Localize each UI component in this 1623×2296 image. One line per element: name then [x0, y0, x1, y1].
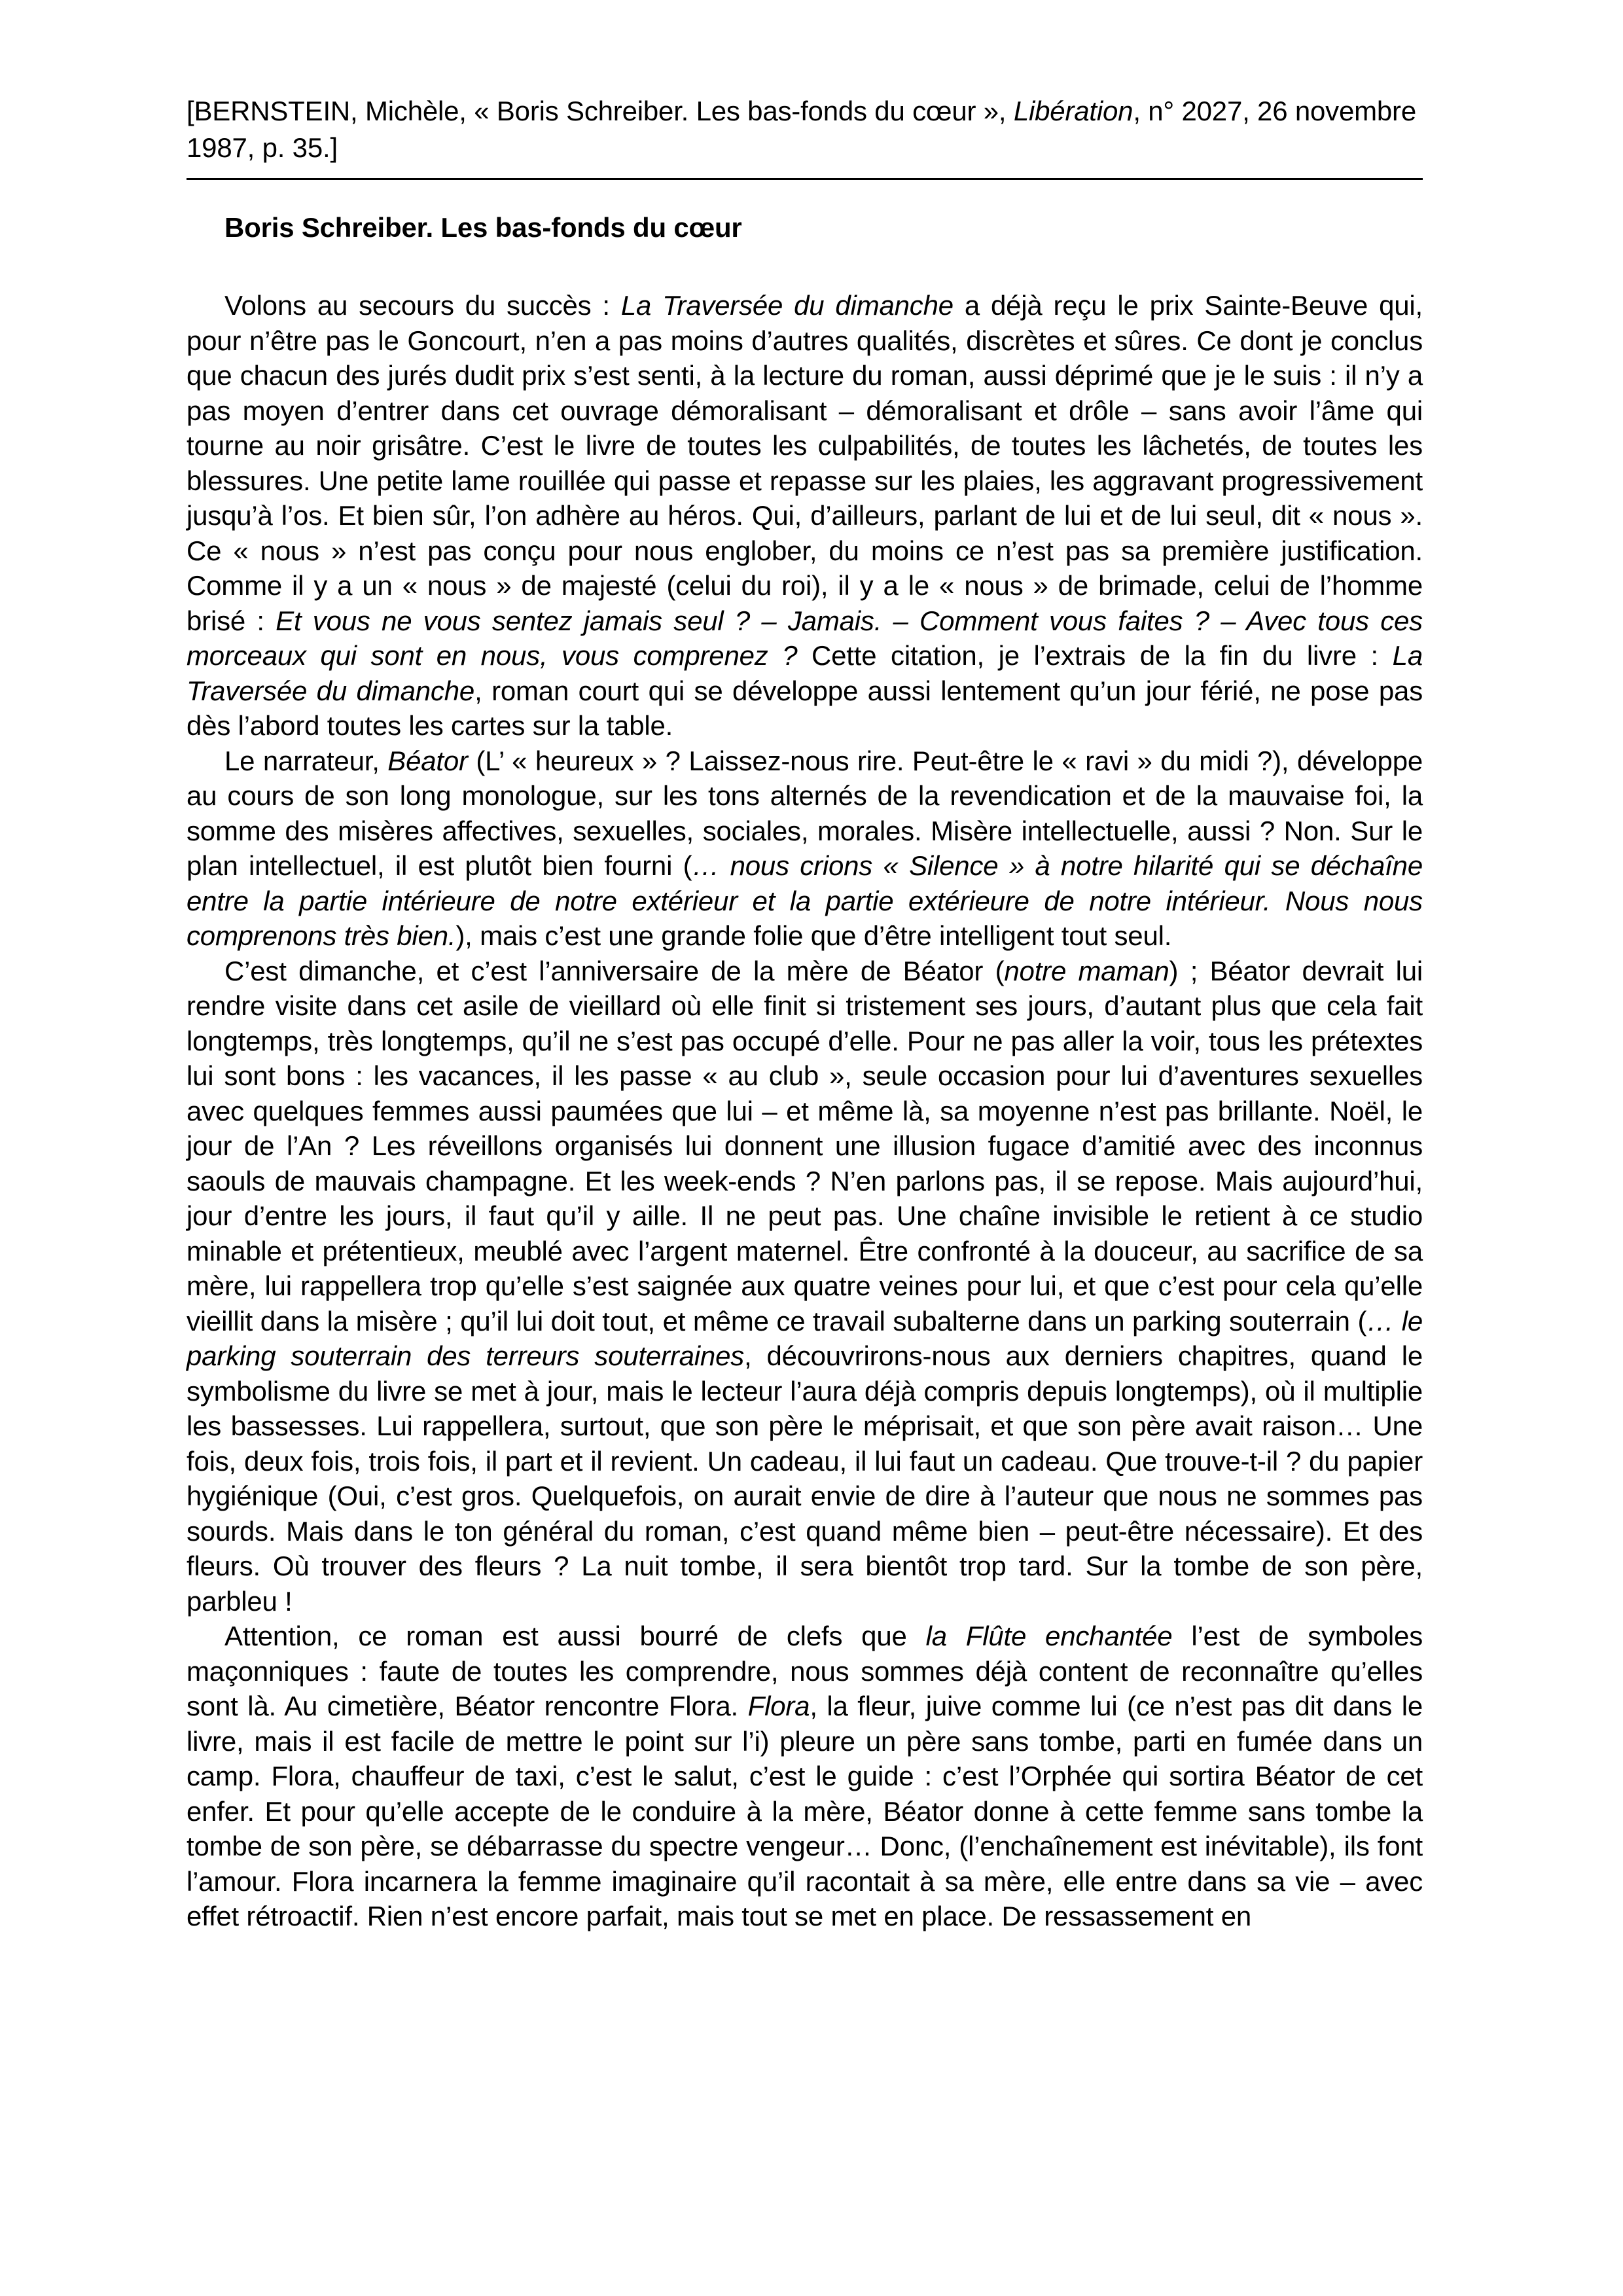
italic-text-run: notre maman — [1004, 955, 1169, 986]
text-run: Volons au secours du succès : — [224, 290, 621, 321]
text-run: Cette citation, je l’extrais de la fin du livre : — [797, 640, 1393, 671]
paragraph — [187, 954, 1423, 1619]
italic-text-run: Flora — [747, 1691, 810, 1721]
header-citation — [187, 93, 1423, 180]
italic-text-run: Et vous ne vous sentez jamais seul ? – Jamais. – Comment vous faites ? – Avec tous ces morceaux qui sont en nous, vous comprenez ? — [187, 605, 1423, 671]
paragraph — [187, 1619, 1423, 1934]
article-title: Boris Schreiber. Les bas-fonds du cœur — [224, 212, 742, 243]
italic-text-run: … nous crions « Silence » à notre hilarité qui se déchaîne entre la partie intérieure de notre extérieur et la partie extérieure de notre intérieur. Nous nous comprenons très bien. — [187, 850, 1423, 951]
paragraph — [187, 744, 1423, 954]
article-body — [187, 288, 1423, 1934]
italic-text-run: La Traversée du dimanche — [620, 290, 954, 321]
text-run: , découvrirons-nous aux derniers chapitres, quand le symbolisme du livre se met à jour, mais le lecteur l’aura déjà compris depuis longtemps), où il multiplie les bassesses. Lui rappellera, surtout, que son père le méprisait, et que son père avait raison… Une fois, deux fois, trois fois, il part et il revient. Un cadeau, il lui faut un cadeau. Que trouve-t-il ? du papier hygiénique (Oui, c’est gros. Quelquefois, on aurait envie de dire à l’auteur que nous ne sommes pas sourds. Mais dans le ton général du roman, c’est quand même bien – peut-être nécessaire). Et des fleurs. Où trouver des fleurs ? La nuit tombe, il sera bientôt trop tard. Sur la tombe de son père, parbleu ! — [187, 1340, 1423, 1617]
text-run: [BERNSTEIN, Michèle, « Boris Schreiber. Les bas-fonds du cœur », — [187, 96, 1014, 126]
italic-text-run: Libération — [1013, 96, 1133, 126]
paragraph — [187, 288, 1423, 744]
text-run: ), mais c’est une grande folie que d’être intelligent tout seul. — [455, 920, 1172, 951]
text-run: l’est de symboles maçonniques : faute de toutes les comprendre, nous sommes déjà content de reconnaître qu’elles sont là. Au cimetière, Béator rencontre Flora. — [187, 1621, 1423, 1721]
text-run: , n° 2027, 26 novembre 1987, p. 35.] — [187, 96, 1416, 163]
text-run: Attention, ce roman est aussi bourré de clefs que — [224, 1621, 926, 1651]
italic-text-run: … le parking souterrain des terreurs souterraines — [187, 1305, 1423, 1371]
text-run: , roman court qui se développe aussi lentement qu’un jour férié, ne pose pas dès l’abord toutes les cartes sur la table. — [187, 675, 1423, 741]
text-run: C’est dimanche, et c’est l’anniversaire de la mère de Béator ( — [224, 955, 1005, 986]
text-run: Le narrateur, — [224, 745, 388, 776]
italic-text-run: Béator — [387, 745, 468, 776]
text-run: (L’ « heureux » ? Laissez-nous rire. Peut-être le « ravi » du midi ?), développe au cours de son long monologue, sur les tons alternés de la revendication et de la mauvaise foi, la somme des misères affectives, sexuelles, sociales, morales. Misère intellectuelle, aussi ? Non. Sur le plan intellectuel, il est plutôt bien fourni ( — [187, 745, 1423, 881]
italic-text-run: La Traversée du dimanche — [187, 640, 1423, 706]
text-run: ) ; Béator devrait lui rendre visite dans cet asile de vieillard où elle finit si tristement ses jours, d’autant plus que cela fait longtemps, très longtemps, qu’il ne s’est pas occupé d’elle. Pour ne pas aller la voir, tous les prétextes lui sont bons : les vacances, il les passe « au club », seule occasion pour lui d’aventures sexuelles avec quelques femmes aussi paumées que lui – et même là, sa moyenne n’est pas brillante. Noël, le jour de l’An ? Les réveillons organisés lui donnent une illusion fugace d’amitié avec des inconnus saouls de mauvais champagne. Et les week-ends ? N’en parlons pas, il se repose. Mais aujourd’hui, jour d’entre les jours, il faut qu’il y aille. Il ne peut pas. Une chaîne invisible le retient à ce studio minable et prétentieux, meublé avec l’argent maternel. Être confronté à la douceur, au sacrifice de sa mère, lui rappellera trop qu’elle s’est saignée aux quatre veines pour lui, et que c’est pour cela qu’elle vieillit dans la misère ; qu’il lui doit tout, et même ce travail subalterne dans un parking souterrain ( — [187, 955, 1423, 1336]
text-run: a déjà reçu le prix Sainte-Beuve qui, pour n’être pas le Goncourt, n’en a pas moins d’autres qualités, discrètes et sûres. Ce dont je conclus que chacun des jurés dudit prix s’est senti, à la lecture du roman, aussi déprimé que je le suis : il n’y a pas moyen d’entrer dans cet ouvrage démoralisant – démoralisant et drôle – sans avoir l’âme qui tourne au noir grisâtre. C’est le livre de toutes les culpabilités, de toutes les lâchetés, de toutes les blessures. Une petite lame rouillée qui passe et repasse sur les plaies, les aggravant progressivement jusqu’à l’os. Et bien sûr, l’on adhère au héros. Qui, d’ailleurs, parlant de lui et de lui seul, dit « nous ». Ce « nous » n’est pas conçu pour nous englober, du moins ce n’est pas sa première justification. Comme il y a un « nous » de majesté (celui du roi), il y a le « nous » de brimade, celui de l’homme brisé : — [187, 290, 1423, 636]
text-run: , la fleur, juive comme lui (ce n’est pas dit dans le livre, mais il est facile de mettre le point sur l’i) pleure un père sans tombe, parti en fumée dans un camp. Flora, chauffeur de taxi, c’est le salut, c’est le guide : c’est l’Orphée qui sortira Béator de cet enfer. Et pour qu’elle accepte de le conduire à la mère, Béator donne à cette femme sans tombe la tombe de son père, se débarrasse du spectre vengeur… Donc, (l’enchaînement est inévitable), ils font l’amour. Flora incarnera la femme imaginaire qu’il racontait à sa mère, elle entre dans sa vie – avec effet rétroactif. Rien n’est encore parfait, mais tout se met en place. De ressassement en — [187, 1691, 1423, 1931]
italic-text-run: la Flûte enchantée — [925, 1621, 1173, 1651]
